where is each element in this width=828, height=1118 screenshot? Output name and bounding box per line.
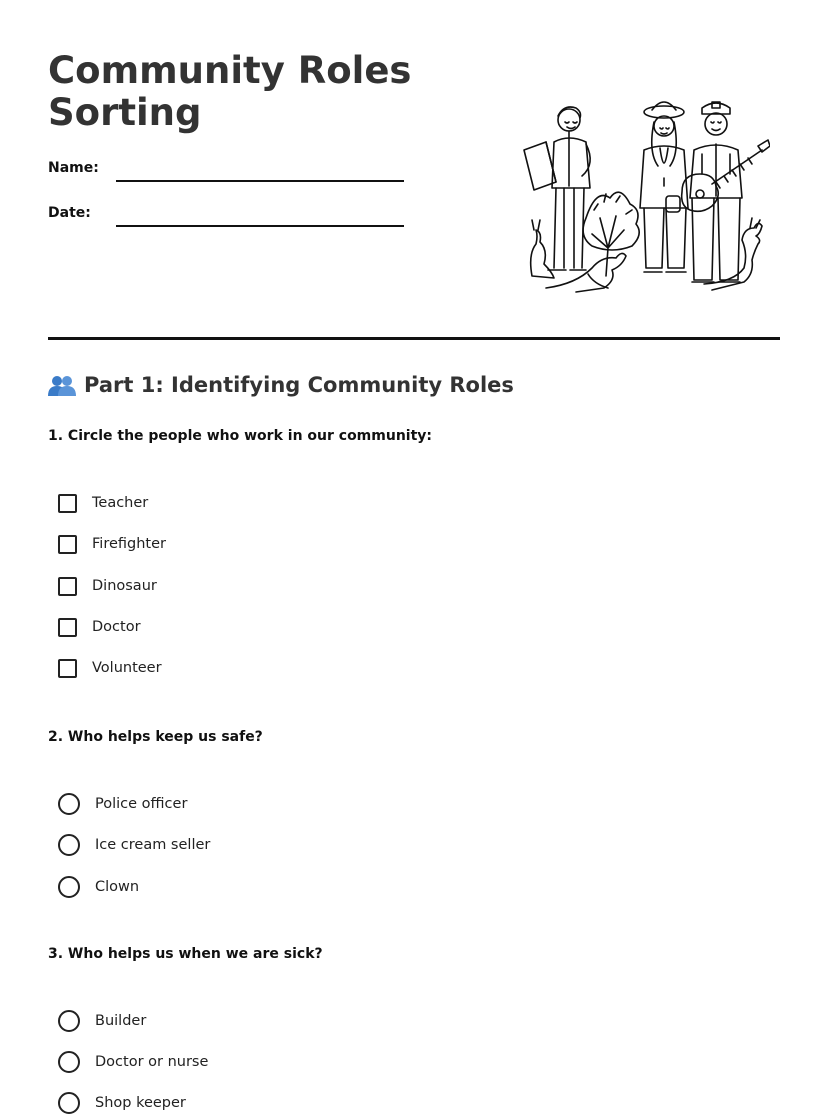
option-label: Firefighter — [92, 536, 166, 552]
volunteer-figure — [640, 102, 688, 272]
option-label: Ice cream seller — [95, 837, 211, 853]
part1-title-text: Part 1: Identifying Community Roles — [84, 373, 514, 397]
radio-button[interactable] — [58, 1010, 80, 1032]
q1-option-teacher[interactable] — [58, 491, 148, 515]
radio-button[interactable] — [58, 1051, 80, 1073]
q2-option-clown[interactable] — [58, 875, 139, 899]
option-label: Doctor — [92, 619, 141, 635]
q3-option-builder[interactable] — [58, 1009, 146, 1033]
checkbox[interactable] — [58, 659, 77, 678]
q1-option-dinosaur[interactable] — [58, 574, 157, 598]
question-1: 1. Circle the people who work in our community: — [48, 428, 433, 444]
option-label: Builder — [95, 1013, 147, 1029]
section-divider — [48, 337, 780, 340]
option-label: Shop keeper — [95, 1095, 186, 1111]
q1-option-doctor[interactable] — [58, 615, 141, 639]
radio-button[interactable] — [58, 876, 80, 898]
q1-option-volunteer[interactable] — [58, 656, 162, 680]
kangaroo-mid-figure — [546, 253, 626, 292]
community-helpers-illustration — [516, 98, 770, 296]
q1-option-firefighter[interactable] — [58, 532, 166, 556]
q2-option-ice-cream-seller[interactable] — [58, 833, 210, 857]
checkbox[interactable] — [58, 577, 77, 596]
q3-option-doctor-or-nurse[interactable] — [58, 1050, 208, 1074]
question-3: 3. Who helps us when we are sick? — [48, 946, 323, 962]
bush-figure — [583, 192, 639, 276]
name-label: Name: — [48, 160, 99, 176]
checkbox[interactable] — [58, 618, 77, 637]
checkbox[interactable] — [58, 494, 77, 513]
radio-button[interactable] — [58, 793, 80, 815]
option-label: Doctor or nurse — [95, 1054, 209, 1070]
option-label: Volunteer — [92, 660, 162, 676]
date-label: Date: — [48, 205, 91, 221]
checkbox[interactable] — [58, 535, 77, 554]
musician-figure — [682, 102, 770, 282]
radio-button[interactable] — [58, 834, 80, 856]
option-label: Police officer — [95, 796, 188, 812]
name-line[interactable] — [116, 180, 404, 182]
option-label: Dinosaur — [92, 578, 157, 594]
option-label: Clown — [95, 879, 140, 895]
question-2: 2. Who helps keep us safe? — [48, 729, 263, 745]
date-line[interactable] — [116, 225, 404, 227]
q3-option-shop-keeper[interactable] — [58, 1091, 186, 1115]
option-label: Teacher — [92, 495, 149, 511]
worksheet-title: Community Roles Sorting — [48, 49, 412, 134]
teacher-figure — [524, 107, 590, 270]
people-icon — [48, 374, 76, 396]
q2-option-police-officer[interactable] — [58, 792, 187, 816]
part1-title — [48, 373, 514, 397]
radio-button[interactable] — [58, 1092, 80, 1114]
